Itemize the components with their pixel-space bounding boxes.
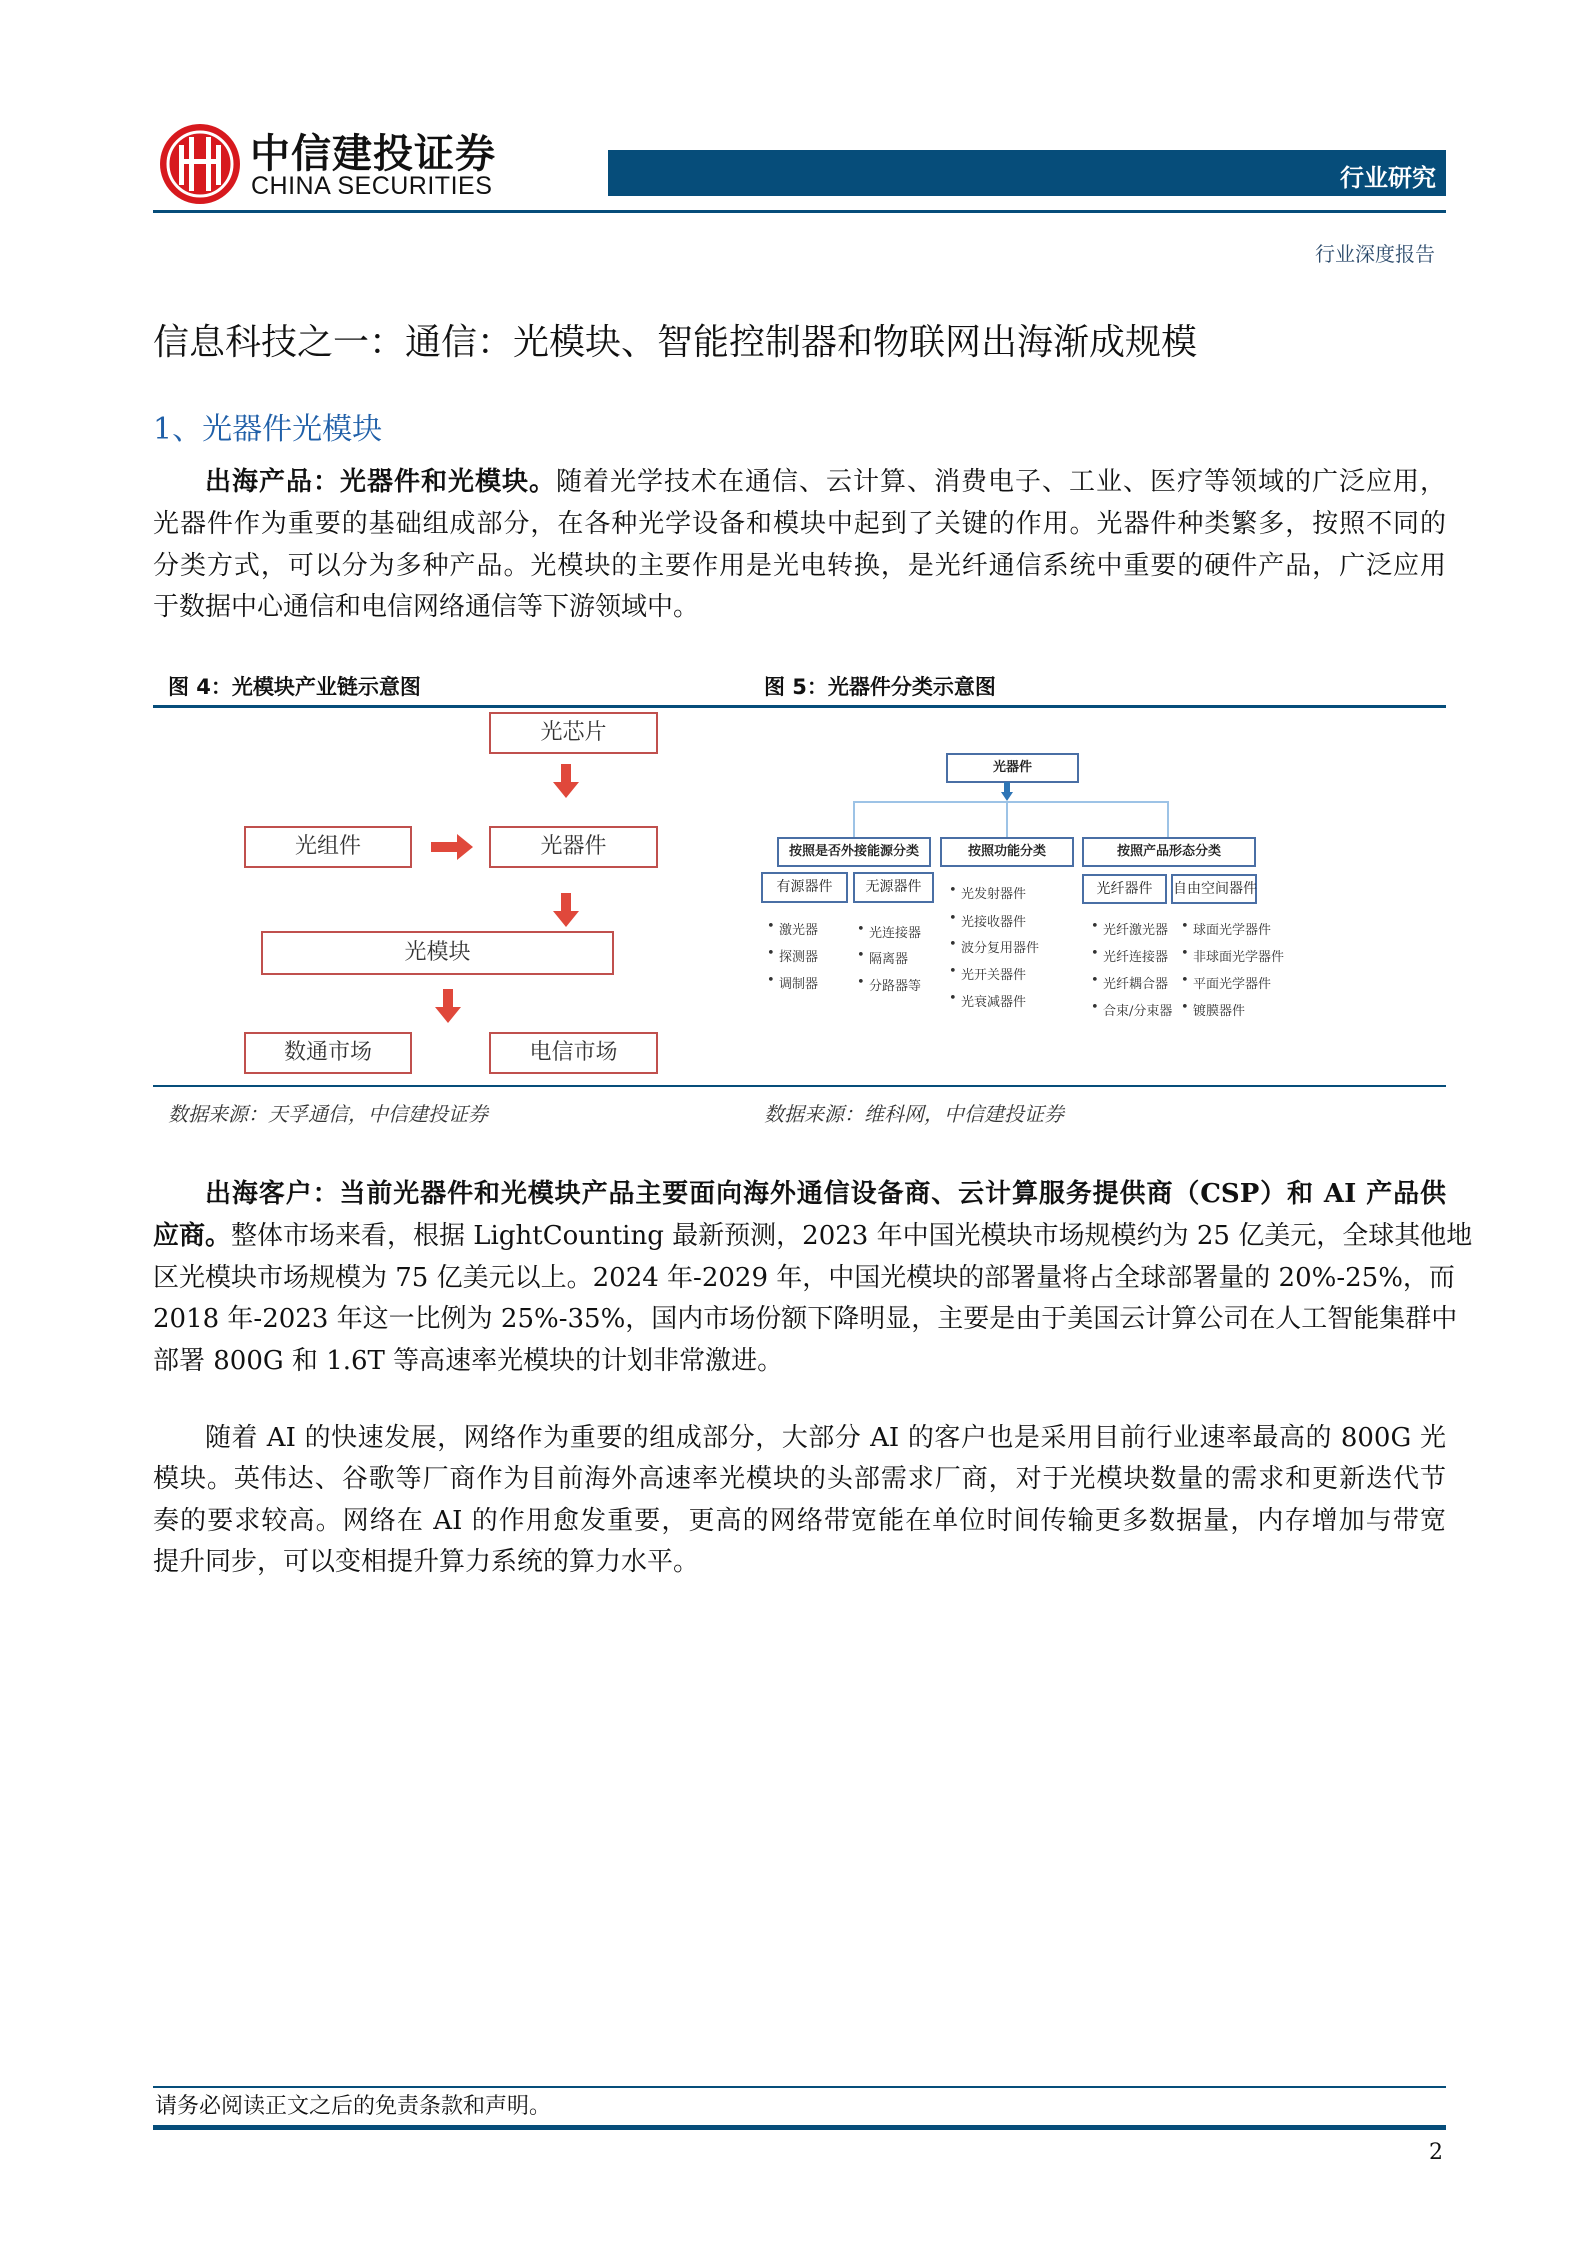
paragraph-line: 出海客户：当前光器件和光模块产品主要面向海外通信设备商、云计算服务提供商（CSP）和 AI 产品供 [205, 1179, 1446, 1209]
text: 整体市场来看，根据 LightCounting 最新预测，2023 年中国光模块市场规模约为 25 亿美元，全球其他地 [231, 1221, 1473, 1251]
arrow-right-icon [431, 834, 473, 860]
list-item: • 光发射器件 [961, 883, 1026, 902]
bold-lead: 应商。 [153, 1221, 232, 1251]
china-securities-logo-icon [159, 123, 241, 205]
figure-bottom-rule [153, 1085, 1446, 1087]
paragraph-line: 模块。英伟达、谷歌等厂商作为目前海外高速率光模块的头部需求厂商，对于光模块数量的需求和更新迭代节 [153, 1464, 1446, 1494]
list-item: • 隔离器 [869, 948, 908, 967]
logo-english-name: CHINA SECURITIES [251, 172, 493, 200]
subcat-passive: 无源器件 [853, 872, 934, 903]
subcat-active: 有源器件 [761, 872, 848, 903]
disclaimer: 请务必阅读正文之后的免责条款和声明。 [155, 2094, 552, 2119]
paragraph-line: 分类方式，可以分为多种产品。光模块的主要作用是光电转换，是光纤通信系统中重要的硬件产品，广泛应用 [153, 551, 1446, 581]
list-item: • 波分复用器件 [961, 937, 1039, 956]
report-type: 行业深度报告 [1315, 242, 1435, 266]
list-item: • 光纤耦合器 [1103, 973, 1168, 992]
tree-root: 光器件 [946, 753, 1079, 783]
list-item: • 平面光学器件 [1193, 973, 1271, 992]
subcat-fiber: 光纤器件 [1082, 874, 1167, 904]
list-item: • 光纤连接器 [1103, 946, 1168, 965]
list-item: • 镀膜器件 [1193, 1000, 1245, 1019]
figure-5-source: 数据来源：维科网，中信建投证券 [764, 1102, 1064, 1126]
arrow-down-icon [1001, 782, 1013, 801]
list-item: • 分路器等 [869, 975, 921, 994]
figure-top-rule [153, 705, 1446, 708]
list-item: • 光连接器 [869, 922, 921, 941]
list-item: • 调制器 [779, 973, 818, 992]
arrow-down-icon [553, 764, 579, 798]
connector-line [853, 801, 855, 837]
bold-lead: 出海产品：光器件和光模块。 [205, 467, 556, 497]
node-telecom-market: 电信市场 [489, 1032, 658, 1074]
paragraph-line: 2018 年-2023 年这一比例为 25%-35%，国内市场份额下降明显，主要是由于美国云计算公司在人工智能集群中 [153, 1304, 1458, 1334]
category-form: 按照产品形态分类 [1082, 837, 1256, 867]
footer-thick-rule [153, 2125, 1446, 2130]
list-item: • 光接收器件 [961, 911, 1026, 930]
list-item: • 光开关器件 [961, 964, 1026, 983]
list-item: • 激光器 [779, 919, 818, 938]
figure-4-title: 图 4：光模块产业链示意图 [168, 675, 421, 699]
node-optical-component: 光组件 [244, 826, 412, 868]
paragraph-line [205, 467, 1446, 497]
arrow-down-icon [553, 893, 579, 927]
header-banner [608, 150, 1446, 196]
node-optical-chip: 光芯片 [489, 712, 658, 754]
node-datacom-market: 数通市场 [244, 1032, 412, 1074]
footer-divider [153, 2086, 1446, 2088]
paragraph-line: 部署 800G 和 1.6T 等高速率光模块的计划非常激进。 [153, 1346, 784, 1376]
arrow-down-icon [435, 989, 461, 1023]
node-optical-module: 光模块 [261, 931, 614, 975]
subcat-free-space: 自由空间器件 [1171, 874, 1257, 904]
list-item: • 探测器 [779, 946, 818, 965]
banner-label: 行业研究 [1340, 164, 1436, 192]
category-function: 按照功能分类 [940, 837, 1074, 867]
text: 随着光学技术在通信、云计算、消费电子、工业、医疗等领域的广泛应用， [556, 467, 1446, 497]
category-energy: 按照是否外接能源分类 [777, 837, 931, 867]
connector-line [853, 801, 1169, 803]
list-item: • 光衰减器件 [961, 991, 1026, 1010]
list-item: • 球面光学器件 [1193, 919, 1271, 938]
connector-line [1006, 801, 1008, 837]
figure-5-title: 图 5：光器件分类示意图 [764, 675, 996, 699]
logo-chinese-name: 中信建投证券 [250, 131, 496, 177]
figure-4-source: 数据来源：天孚通信，中信建投证券 [168, 1102, 488, 1126]
list-item: • 非球面光学器件 [1193, 946, 1284, 965]
page-number: 2 [1429, 2140, 1443, 2165]
list-item: • 光纤激光器 [1103, 919, 1168, 938]
paragraph-line [153, 1221, 1473, 1251]
paragraph-line: 区光模块市场规模为 75 亿美元以上。2024 年-2029 年，中国光模块的部署量将占全球部署量的 20%-25%，而 [153, 1263, 1455, 1293]
header-divider [153, 210, 1446, 213]
paragraph-line: 奏的要求较高。网络在 AI 的作用愈发重要，更高的网络带宽能在单位时间传输更多数据量，内存增加与带宽 [153, 1506, 1446, 1536]
paragraph-line: 提升同步，可以变相提升算力系统的算力水平。 [153, 1547, 700, 1577]
page-title: 信息科技之一：通信：光模块、智能控制器和物联网出海渐成规模 [153, 322, 1198, 363]
paragraph-line: 随着 AI 的快速发展，网络作为重要的组成部分，大部分 AI 的客户也是采用目前行业速率最高的 800G 光 [205, 1423, 1446, 1453]
list-item: • 合束/分束器 [1103, 1000, 1172, 1019]
connector-line [1167, 801, 1169, 837]
section-heading: 1、光器件光模块 [153, 412, 383, 447]
node-optical-device: 光器件 [489, 826, 658, 868]
paragraph-line: 于数据中心通信和电信网络通信等下游领域中。 [153, 592, 700, 622]
paragraph-line: 光器件作为重要的基础组成部分，在各种光学设备和模块中起到了关键的作用。光器件种类繁多，按照不同的 [153, 509, 1446, 539]
